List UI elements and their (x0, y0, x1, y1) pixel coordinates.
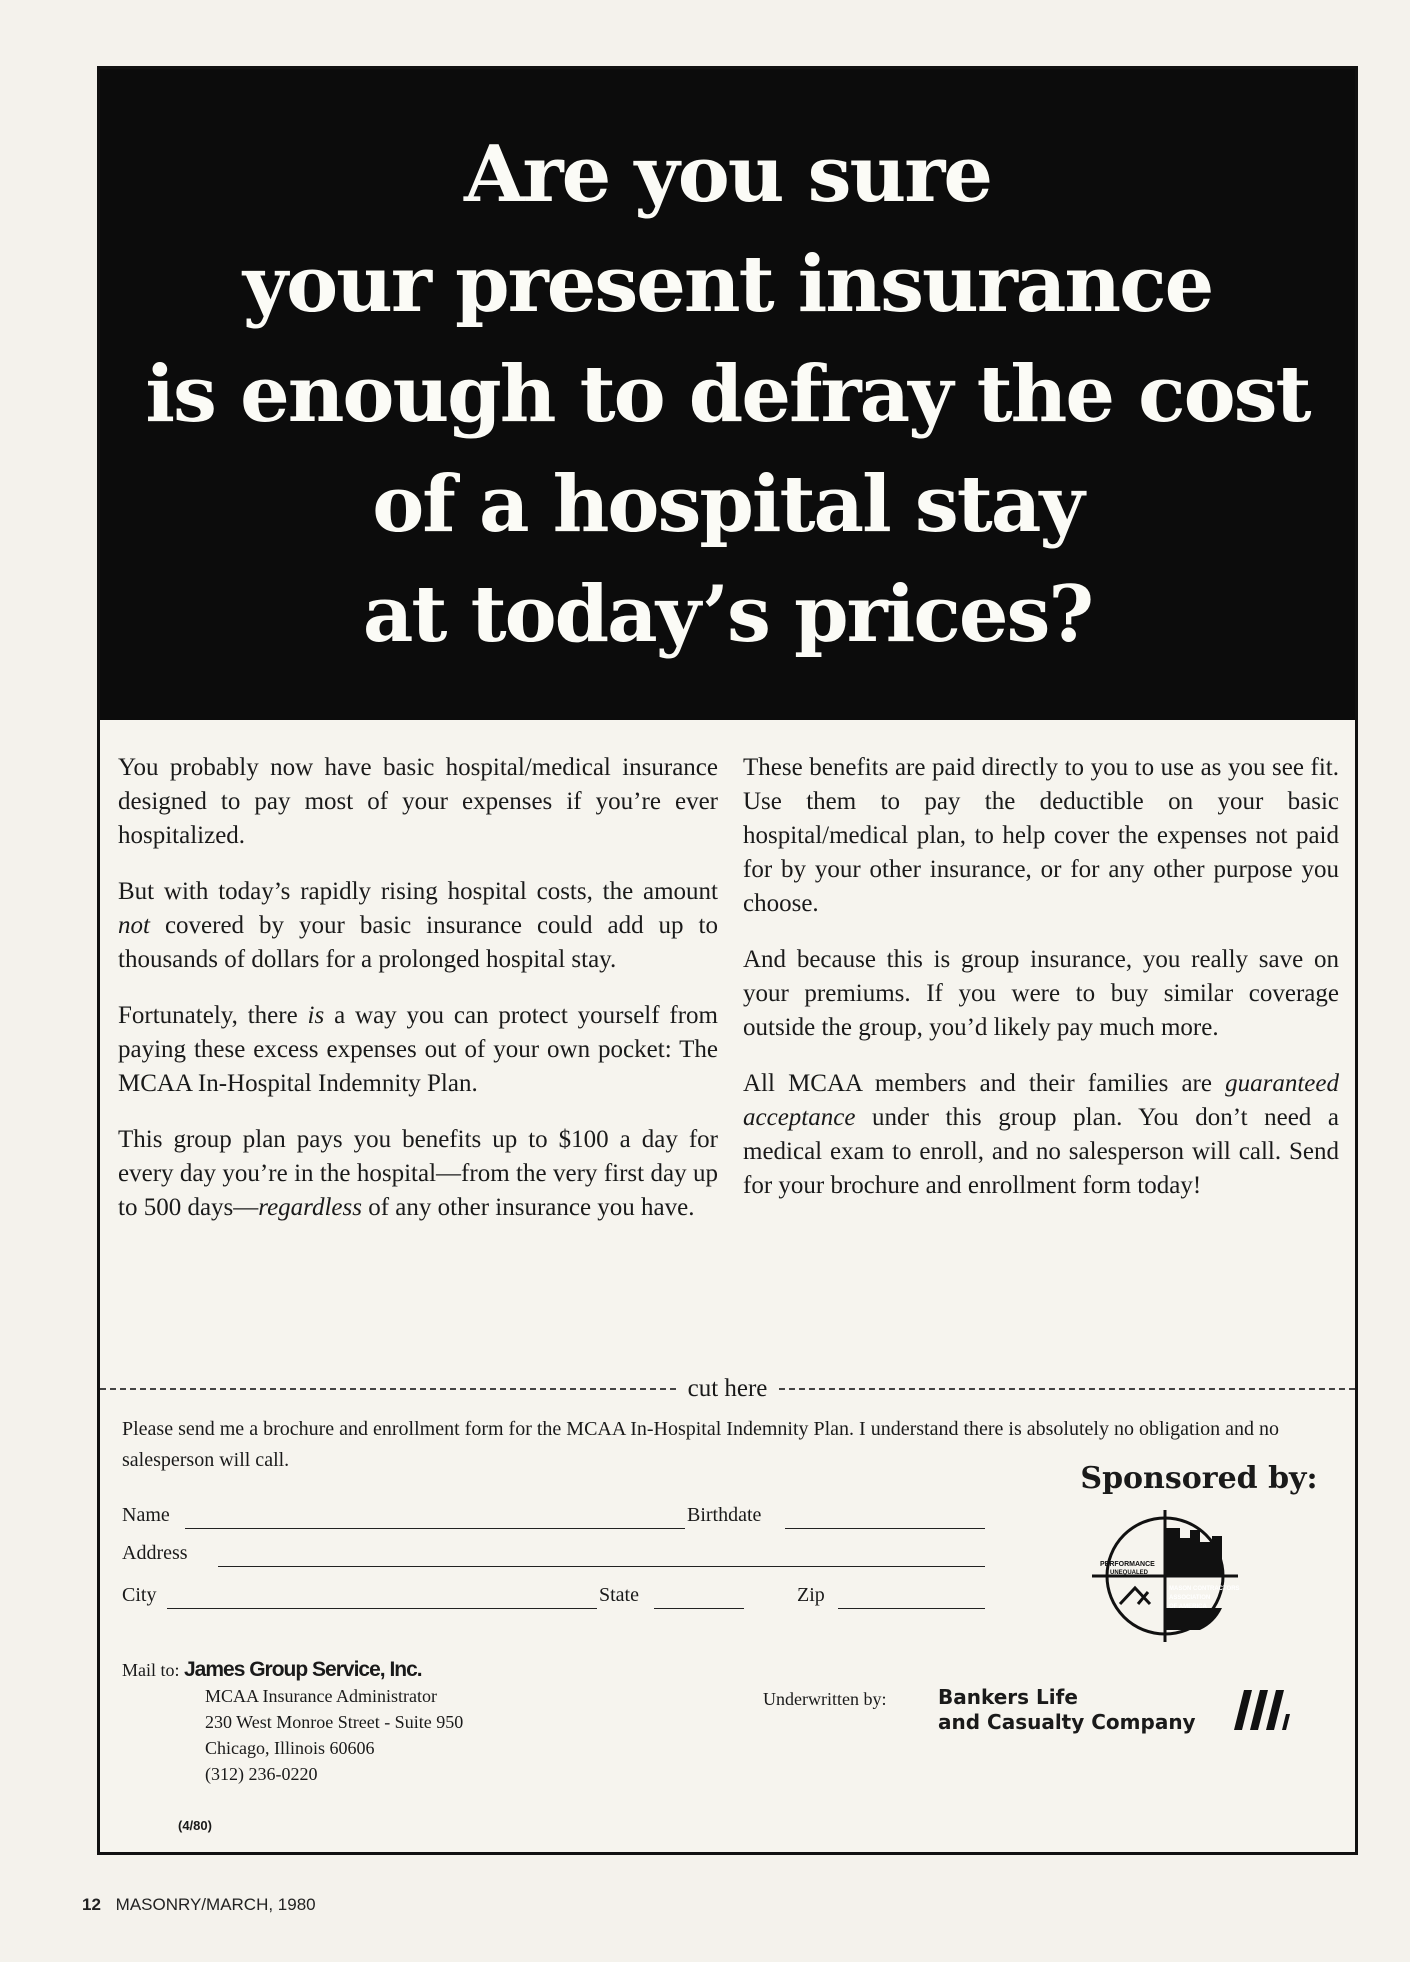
cut-dash-left (100, 1388, 676, 1390)
skyline-icon (1165, 1528, 1222, 1576)
headline-banner (100, 69, 1355, 720)
cut-dash-right (779, 1388, 1355, 1390)
headline-line-2: your present insurance (242, 238, 1213, 330)
body-paragraph-2: But with today’s rapidly rising hospital costs, the amount not covered by your basic insurance could add up to thousands of dollars for a prolonged hospital stay. (118, 878, 718, 973)
body-paragraph-4: This group plan pays you benefits up to $100 a day for every day you’re in the hospital—from the very first day up to 500 days—regardless of any other insurance you have. (118, 1126, 718, 1221)
headline-line-1: Are you sure (464, 128, 991, 220)
state-line[interactable] (654, 1608, 744, 1609)
mcaa-emblem-logo (1090, 1508, 1290, 1648)
name-label: Name (122, 1504, 170, 1526)
address-line[interactable] (218, 1566, 985, 1567)
cut-here-line (100, 1375, 1355, 1403)
mail-to-line (122, 1657, 463, 1683)
mail-company-name: James Group Service, Inc. (184, 1658, 422, 1681)
birthdate-line[interactable] (785, 1528, 985, 1529)
body-column-left (118, 751, 718, 1247)
cut-here-label: cut here (687, 1375, 768, 1402)
body-column-right (743, 751, 1339, 1225)
underwritten-by-label: Underwritten by: (763, 1689, 887, 1709)
page-number: 12 (82, 1895, 101, 1914)
body-paragraph-3: Fortunately, there is a way you can protect yourself from paying these excess expenses out of your own pocket: The MCAA In-Hospital Indemnity Plan. (118, 1002, 718, 1097)
emblem-dark-quadrant (1165, 1576, 1222, 1630)
coupon-request-text: Please send me a brochure and enrollment form for the MCAA In-Hospital Indemnity Plan. I understand there is absolutely no obligation and no salesperson will call. (122, 1418, 1279, 1471)
name-line[interactable] (185, 1528, 685, 1529)
headline-line-5: at today’s prices? (362, 568, 1093, 660)
mail-address-line-4: (312) 236-0220 (205, 1764, 318, 1784)
emblem-text-performance: PERFORMANCE (1100, 1561, 1155, 1568)
emblem-text-association: ASSOCIATION (1169, 1595, 1211, 1601)
emblem-text-mason: MASON CONTRACTORS (1169, 1586, 1240, 1592)
publication-name: MASONRY/MARCH, 1980 (115, 1895, 316, 1914)
page-footer (82, 1895, 316, 1915)
body-paragraph-5: These benefits are paid directly to you to use as you see fit. Use them to pay the deductible on your basic hospital/medical plan, to help cover the expenses not paid for by your other insurance, or for any other purpose you choose. (743, 754, 1339, 917)
mail-to-label: Mail to: (122, 1660, 180, 1680)
state-label: State (599, 1584, 639, 1606)
headline-line-3: is enough to defray the cost (145, 348, 1310, 440)
underwriter-name (938, 1685, 1196, 1735)
mail-address-line-2: 230 West Monroe Street - Suite 950 (205, 1712, 464, 1732)
body-paragraph-7: All MCAA members and their families are guaranteed acceptance under this group plan. You don’t need a medical exam to enroll, and no salesperson will call. Send for your brochure and enrollment form today! (743, 1070, 1339, 1199)
body-paragraph-1: You probably now have basic hospital/medical insurance designed to pay most of your expenses if you’re ever hospitalized. (118, 754, 718, 849)
birthdate-label: Birthdate (687, 1504, 762, 1526)
headline-line-4: of a hospital stay (372, 458, 1083, 550)
mail-address-line-3: Chicago, Illinois 60606 (205, 1738, 375, 1758)
mail-address-line-1: MCAA Insurance Administrator (205, 1686, 437, 1706)
emblem-text-unequaled: UNEQUALED (1110, 1570, 1149, 1576)
advertisement-frame (97, 66, 1358, 1855)
zip-label: Zip (797, 1584, 825, 1606)
address-label: Address (122, 1542, 188, 1564)
city-label: City (122, 1584, 157, 1606)
body-paragraph-6: And because this is group insurance, you really save on your premiums. If you were to buy similar coverage outside the group, you’d likely pay much more. (743, 946, 1339, 1041)
city-line[interactable] (167, 1608, 597, 1609)
trowel-icon (1120, 1588, 1150, 1604)
form-code: (4/80) (178, 1818, 212, 1833)
sponsored-by-heading: Sponsored by: (1080, 1461, 1318, 1496)
emblem-text-america: OF AMERICA (1169, 1604, 1207, 1610)
zip-line[interactable] (838, 1608, 985, 1609)
mail-to-block (122, 1657, 463, 1787)
underwriter-line-1: Bankers Life (938, 1685, 1078, 1709)
underwriter-line-2: and Casualty Company (938, 1710, 1196, 1734)
bankers-life-logo-icon (1230, 1686, 1292, 1734)
